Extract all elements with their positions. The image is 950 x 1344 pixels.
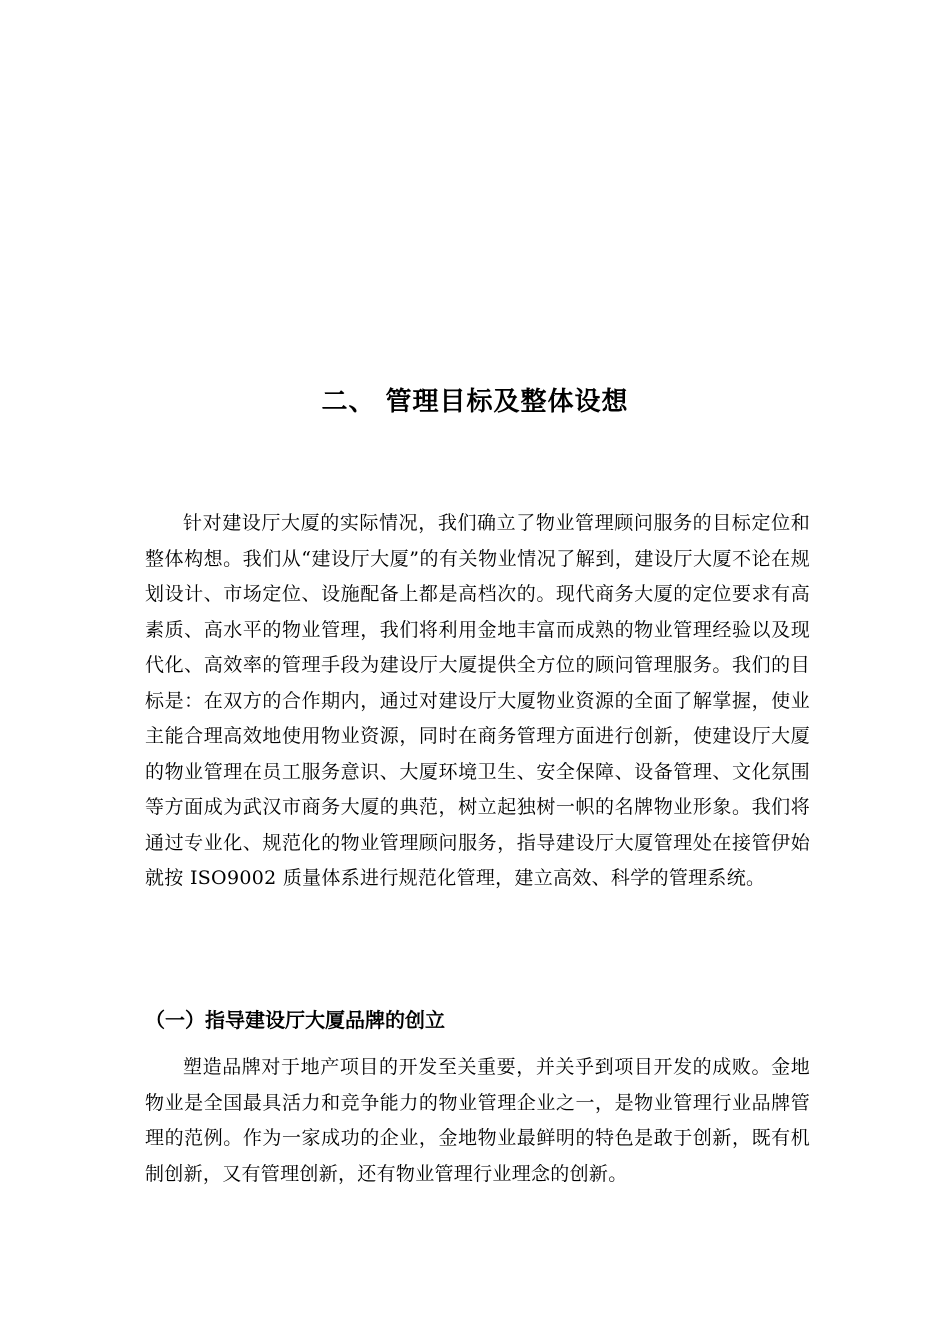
section-title-brand: （一）指导建设厅大厦品牌的创立 [145,1008,445,1032]
chapter-title: 二、 管理目标及整体设想 [321,387,629,417]
intro-paragraph: 针对建设厅大厦的实际情况，我们确立了物业管理顾问服务的目标定位和整体构想。我们从“建设厅大厦”的有关物业情况了解到，建设厅大厦不论在规划设计、市场定位、设施配备上都是高档次的。现代商务大厦的定位要求有高素质、高水平的物业管理，我们将利用金地丰富而成熟的物业管理经验以及现代化、高效率的管理手段为建设厅大厦提供全方位的顾问管理服务。我们的目标是：在双方的合作期内，通过对建设厅大厦物业资源的全面了解掌握，使业主能合理高效地使用物业资源，同时在商务管理方面进行创新，使建设厅大厦的物业管理在员工服务意识、大厦环境卫生、安全保障、设备管理、文化氛围等方面成为武汉市商务大厦的典范，树立起独树一帜的名牌物业形象。我们将通过专业化、规范化的物业管理顾问服务，指导建设厅大厦管理处在接管伊始就按 ISO9002 质量体系进行规范化管理，建立高效、科学的管理系统。 [145,512,810,889]
section-brand-paragraph: 塑造品牌对于地产项目的开发至关重要，并关乎到项目开发的成败。金地物业是全国最具活力和竞争能力的物业管理企业之一，是物业管理行业品牌管理的范例。作为一家成功的企业，金地物业最鲜明的特色是敢于创新，既有机制创新，又有管理创新，还有物业管理行业理念的创新。 [145,1056,810,1185]
